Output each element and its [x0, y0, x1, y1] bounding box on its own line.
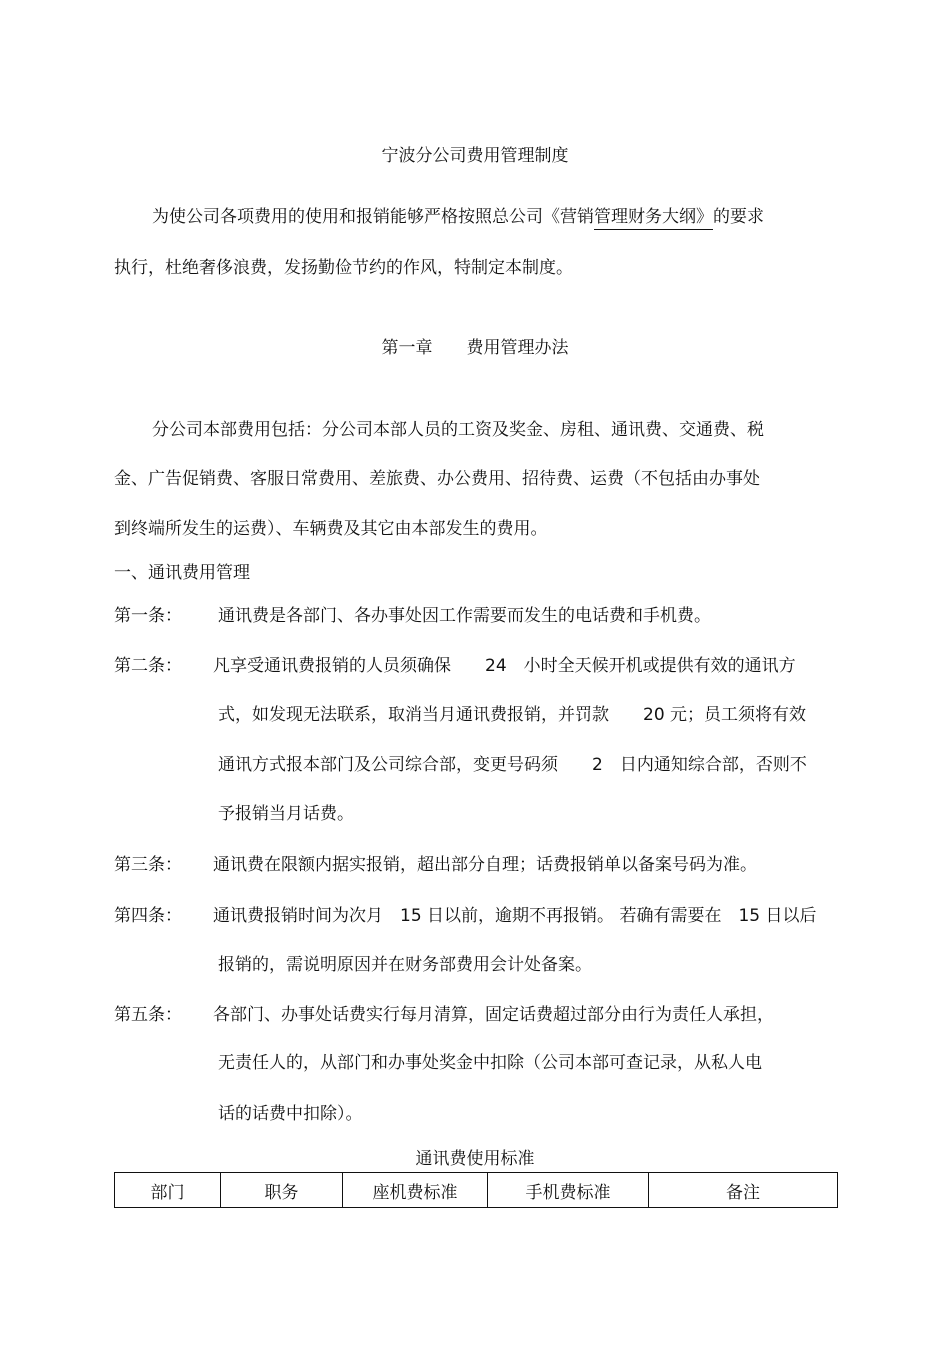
- scope-line-3: 到终端所发生的运费）、车辆费及其它由本部发生的费用。: [114, 519, 548, 539]
- table-header-row: [115, 1173, 838, 1208]
- chapter-name: 费用管理办法: [466, 338, 569, 358]
- article-text-line: 式，如发现无法联系，取消当月通讯费报销，并罚款 20 元；员工须将有效: [218, 705, 807, 725]
- scope-line-1: 分公司本部费用包括：分公司本部人员的工资及奖金、房租、通讯费、交通费、税: [152, 420, 764, 440]
- article-label: 第三条：: [114, 855, 182, 875]
- header-mobile-standard: 手机费标准: [488, 1173, 649, 1208]
- article-label: 第五条：: [114, 1005, 182, 1025]
- article-text-line: 通讯费在限额内据实报销，超出部分自理；话费报销单以备案号码为准。: [213, 855, 757, 875]
- header-landline-standard: 座机费标准: [343, 1173, 488, 1208]
- header-remarks: 备注: [649, 1173, 838, 1208]
- article-text-line: 通讯费是各部门、各办事处因工作需要而发生的电话费和手机费。: [218, 606, 711, 626]
- intro-underlined-title: 管理财务大纲》: [594, 207, 713, 230]
- header-department: 部门: [115, 1173, 221, 1208]
- article-text-line: 通讯费报销时间为次月 15 日以前，逾期不再报销。 若确有需要在 15 日以后: [213, 906, 817, 926]
- telecom-fee-table: [114, 1172, 838, 1208]
- article-label: 第四条：: [114, 906, 182, 926]
- intro-line-1: [152, 202, 764, 227]
- article-label: 第一条：: [114, 606, 182, 626]
- chapter-heading: [0, 333, 950, 358]
- article-text-line: 通讯方式报本部门及公司综合部，变更号码须 2 日内通知综合部，否则不: [218, 755, 807, 775]
- section-heading: 一、通讯费用管理: [114, 563, 250, 583]
- intro-line-1-suffix: 的要求: [713, 207, 764, 227]
- article-text-line: 话的话费中扣除）。: [218, 1104, 363, 1124]
- header-position: 职务: [221, 1173, 343, 1208]
- article-text-line: 无责任人的，从部门和办事处奖金中扣除（公司本部可查记录，从私人电: [218, 1053, 762, 1073]
- table-caption: 通讯费使用标准: [415, 1149, 535, 1169]
- scope-line-2: 金、广告促销费、客服日常费用、差旅费、办公费用、招待费、运费（不包括由办事处: [114, 469, 760, 489]
- article-label: 第二条：: [114, 656, 182, 676]
- article-text-line: 予报销当月话费。: [218, 804, 354, 824]
- intro-line-2: 执行，杜绝奢侈浪费，发扬勤俭节约的作风，特制定本制度。: [114, 258, 573, 278]
- article-text-line: 报销的，需说明原因并在财务部费用会计处备案。: [218, 955, 592, 975]
- article-text-line: 各部门、办事处话费实行每月清算，固定话费超过部分由行为责任人承担，: [213, 1005, 774, 1025]
- chapter-number: 第一章: [381, 338, 433, 358]
- document-title: 宁波分公司费用管理制度: [381, 146, 569, 166]
- intro-line-1-prefix: 为使公司各项费用的使用和报销能够严格按照总公司《营销: [152, 207, 594, 227]
- article-text-line: 凡享受通讯费报销的人员须确保 24 小时全天候开机或提供有效的通讯方: [213, 656, 796, 676]
